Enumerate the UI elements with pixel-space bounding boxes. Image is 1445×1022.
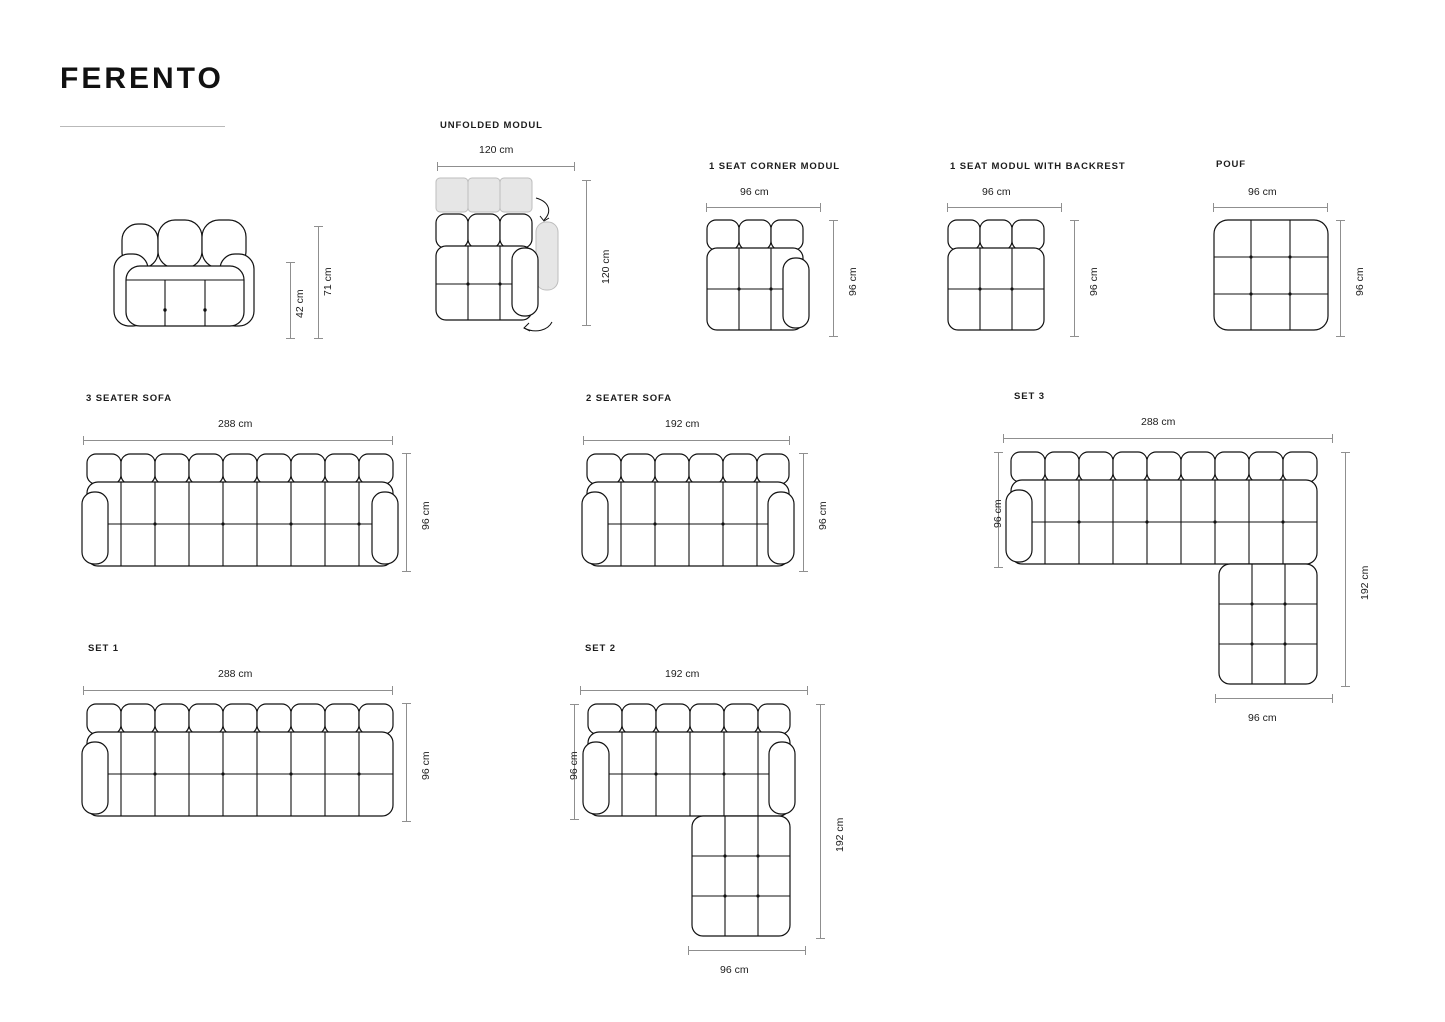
tick [1332,694,1333,703]
front-view-drawing [108,218,268,333]
tick [1061,203,1062,212]
set3-left-depth: 96 cm [992,499,1004,528]
set3-width-line [1003,438,1333,439]
tick [582,325,591,326]
tick [580,686,581,695]
set2-total-depth-line [820,704,821,938]
pouf-depth: 96 cm [1354,267,1366,296]
tick [789,436,790,445]
unfolded-modul-drawing [432,176,577,336]
pouf-depth-line [1340,220,1341,336]
set3-total-depth-line [1345,452,1346,686]
label-set-3: SET 3 [1014,391,1045,402]
tick [1336,336,1345,337]
tick [1215,694,1216,703]
set2-leg-width: 96 cm [720,964,749,976]
corner-width-line [706,207,821,208]
set1-depth: 96 cm [420,751,432,780]
label-corner-modul: 1 SEAT CORNER MODUL [709,161,840,172]
corner-depth: 96 cm [847,267,859,296]
tick [816,938,825,939]
modul-backrest-drawing [944,216,1069,341]
pouf-width: 96 cm [1248,186,1277,198]
set3-drawing [1000,448,1340,693]
sofa3-depth: 96 cm [420,501,432,530]
tick [1341,686,1350,687]
label-set-1: SET 1 [88,643,119,654]
set1-width-line [83,690,393,691]
unfolded-width-line [437,166,575,167]
tick [314,338,323,339]
backrest-depth: 96 cm [1088,267,1100,296]
tick [1213,203,1214,212]
sofa3-drawing [80,450,400,578]
front-view-seat-height: 42 cm [294,289,306,318]
pouf-drawing [1210,216,1335,341]
tick [1070,336,1079,337]
sofa2-width-line [583,440,790,441]
set1-drawing [80,700,400,828]
tick [1327,203,1328,212]
set2-width-line [580,690,808,691]
tick [1336,220,1345,221]
tick [807,686,808,695]
corner-width: 96 cm [740,186,769,198]
tick [1070,220,1079,221]
tick [83,686,84,695]
corner-depth-line [833,220,834,336]
set3-leg-width: 96 cm [1248,712,1277,724]
tick [1332,434,1333,443]
tick [947,203,948,212]
front-view-height-line [318,226,319,338]
tick [392,686,393,695]
label-set-2: SET 2 [585,643,616,654]
tick [799,453,808,454]
set2-leg-width-line [688,950,806,951]
front-view-total-height: 71 cm [322,267,334,296]
label-pouf: POUF [1216,159,1246,170]
set1-depth-line [406,703,407,821]
set2-width: 192 cm [665,668,700,680]
tick [574,162,575,171]
unfolded-depth: 120 cm [600,249,612,284]
label-unfolded-modul: UNFOLDED MODUL [440,120,543,131]
tick [437,162,438,171]
tick [805,946,806,955]
title-divider [60,126,225,127]
tick [392,436,393,445]
label-modul-backrest: 1 SEAT MODUL WITH BACKREST [950,161,1126,172]
tick [816,704,825,705]
corner-modul-drawing [703,216,828,341]
sofa2-depth-line [803,453,804,571]
tick [582,180,591,181]
set2-total-depth: 192 cm [834,817,846,852]
page-title: FERENTO [60,62,224,95]
tick [314,226,323,227]
tick [83,436,84,445]
pouf-width-line [1213,207,1328,208]
tick [1003,434,1004,443]
tick [829,336,838,337]
sofa2-depth: 96 cm [817,501,829,530]
set2-left-depth: 96 cm [568,751,580,780]
sofa2-width: 192 cm [665,418,700,430]
tick [688,946,689,955]
label-2-seater-sofa: 2 SEATER SOFA [586,393,672,404]
tick [829,220,838,221]
tick [1341,452,1350,453]
unfolded-depth-line [586,180,587,325]
tick [820,203,821,212]
tick [402,571,411,572]
tick [286,338,295,339]
label-3-seater-sofa: 3 SEATER SOFA [86,393,172,404]
backrest-width: 96 cm [982,186,1011,198]
tick [402,703,411,704]
sofa2-drawing [580,450,796,578]
backrest-width-line [947,207,1062,208]
tick [706,203,707,212]
tick [286,262,295,263]
tick [402,453,411,454]
backrest-depth-line [1074,220,1075,336]
tick [402,821,411,822]
set1-width: 288 cm [218,668,253,680]
set2-drawing [577,700,817,945]
set3-width: 288 cm [1141,416,1176,428]
set3-leg-width-line [1215,698,1333,699]
sofa3-width: 288 cm [218,418,253,430]
tick [799,571,808,572]
sofa3-width-line [83,440,393,441]
tick [583,436,584,445]
set3-total-depth: 192 cm [1359,565,1371,600]
front-view-seat-height-line [290,262,291,338]
unfolded-width: 120 cm [479,144,514,156]
sofa3-depth-line [406,453,407,571]
